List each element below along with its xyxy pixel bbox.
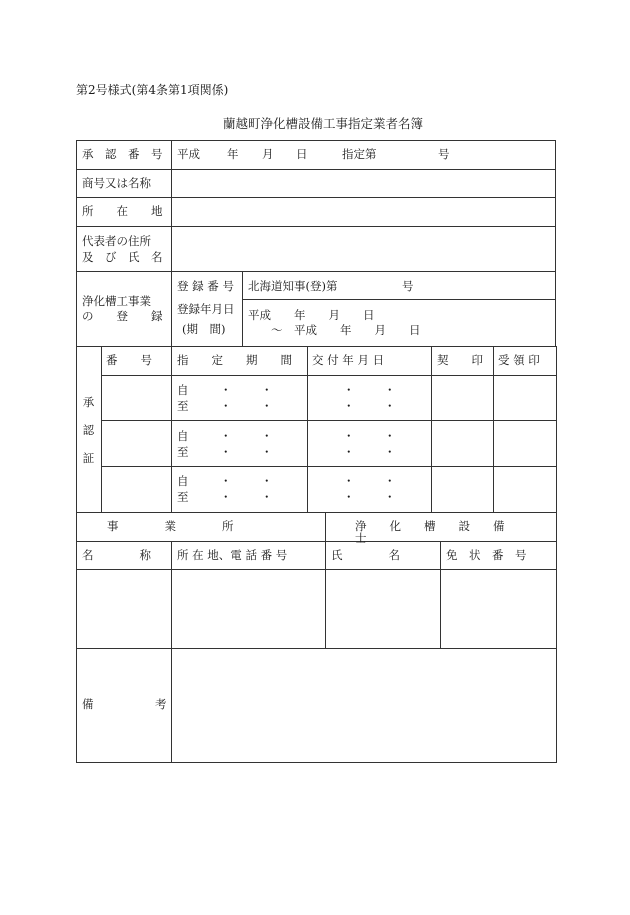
registration-number-value: 北海道知事(登)第 <box>248 279 338 293</box>
representative-label-line-2: 及 び 氏 名 <box>82 250 163 264</box>
period-to-label: 至 <box>177 490 189 504</box>
date-dot: ・ <box>261 429 273 443</box>
form-label: 第2号様式(第4条第1項関係) <box>76 83 229 97</box>
date-dot: ・ <box>261 445 273 459</box>
date-dot: ・ <box>343 474 355 488</box>
date-dot: ・ <box>261 399 273 413</box>
period-from-label: 自 <box>177 429 189 443</box>
registration-label-line-1: 浄化槽工事業 <box>82 294 151 308</box>
office-name-header: 名 称 <box>82 548 151 562</box>
period-to-label: 至 <box>177 399 189 413</box>
remarks-label-2: 考 <box>155 697 167 711</box>
registration-date-to: 〜 平成 年 月 日 <box>271 323 421 337</box>
representative-label-line-1: 代表者の住所 <box>82 234 151 248</box>
registration-number-label: 登 録 番 号 <box>177 279 234 293</box>
septic-name-header: 氏 名 <box>331 548 400 562</box>
date-dot: ・ <box>220 383 232 397</box>
date-dot: ・ <box>343 490 355 504</box>
approval-number-suffix: 号 <box>438 147 450 161</box>
certificate-side-label-3: 証 <box>82 451 95 465</box>
cert-header-seal: 契 印 <box>437 353 483 367</box>
approval-number-label: 承 認 番 号 <box>82 147 163 161</box>
office-address-phone-header: 所 在 地、電 話 番 号 <box>177 548 288 562</box>
date-dot: ・ <box>384 399 396 413</box>
date-dot: ・ <box>343 383 355 397</box>
approval-era: 平成 <box>177 147 200 161</box>
page-title: 蘭越町浄化槽設備工事指定業者名簿 <box>223 116 424 131</box>
date-dot: ・ <box>261 490 273 504</box>
period-from-label: 自 <box>177 383 189 397</box>
date-dot: ・ <box>220 474 232 488</box>
date-dot: ・ <box>220 445 232 459</box>
cert-header-number: 番 号 <box>106 353 152 367</box>
approval-month-label: 月 <box>262 147 274 161</box>
septic-header: 浄 化 槽 設 備 士 <box>355 519 528 545</box>
approval-year-label: 年 <box>227 147 239 161</box>
date-dot: ・ <box>343 399 355 413</box>
date-dot: ・ <box>220 399 232 413</box>
date-dot: ・ <box>343 429 355 443</box>
office-header: 事 業 所 <box>107 519 234 533</box>
cert-header-receipt-seal: 受 領 印 <box>498 353 540 367</box>
trade-name-label: 商号又は名称 <box>82 176 151 190</box>
date-dot: ・ <box>384 429 396 443</box>
registration-period-label: (期 間) <box>182 322 226 336</box>
date-dot: ・ <box>220 429 232 443</box>
certificate-side-label-1: 承 <box>82 395 95 409</box>
date-dot: ・ <box>384 490 396 504</box>
date-dot: ・ <box>384 474 396 488</box>
remarks-label-1: 備 <box>82 697 94 711</box>
period-to-label: 至 <box>177 445 189 459</box>
registration-number-suffix: 号 <box>402 279 414 293</box>
date-dot: ・ <box>261 383 273 397</box>
cert-header-issue-date: 交 付 年 月 日 <box>312 353 385 367</box>
date-dot: ・ <box>384 445 396 459</box>
cert-header-period: 指 定 期 間 <box>177 353 292 367</box>
date-dot: ・ <box>384 383 396 397</box>
registration-label-line-2: の 登 録 <box>82 309 163 323</box>
address-label: 所 在 地 <box>82 204 163 218</box>
date-dot: ・ <box>343 445 355 459</box>
approval-day-label: 日 <box>296 147 308 161</box>
registration-date-label: 登録年月日 <box>177 302 235 316</box>
septic-license-header: 免 状 番 号 <box>446 548 527 562</box>
certificate-side-label-2: 認 <box>82 423 95 437</box>
approval-designation-label: 指定第 <box>342 147 377 161</box>
period-from-label: 自 <box>177 474 189 488</box>
date-dot: ・ <box>261 474 273 488</box>
date-dot: ・ <box>220 490 232 504</box>
registration-date-from: 平成 年 月 日 <box>248 308 375 322</box>
